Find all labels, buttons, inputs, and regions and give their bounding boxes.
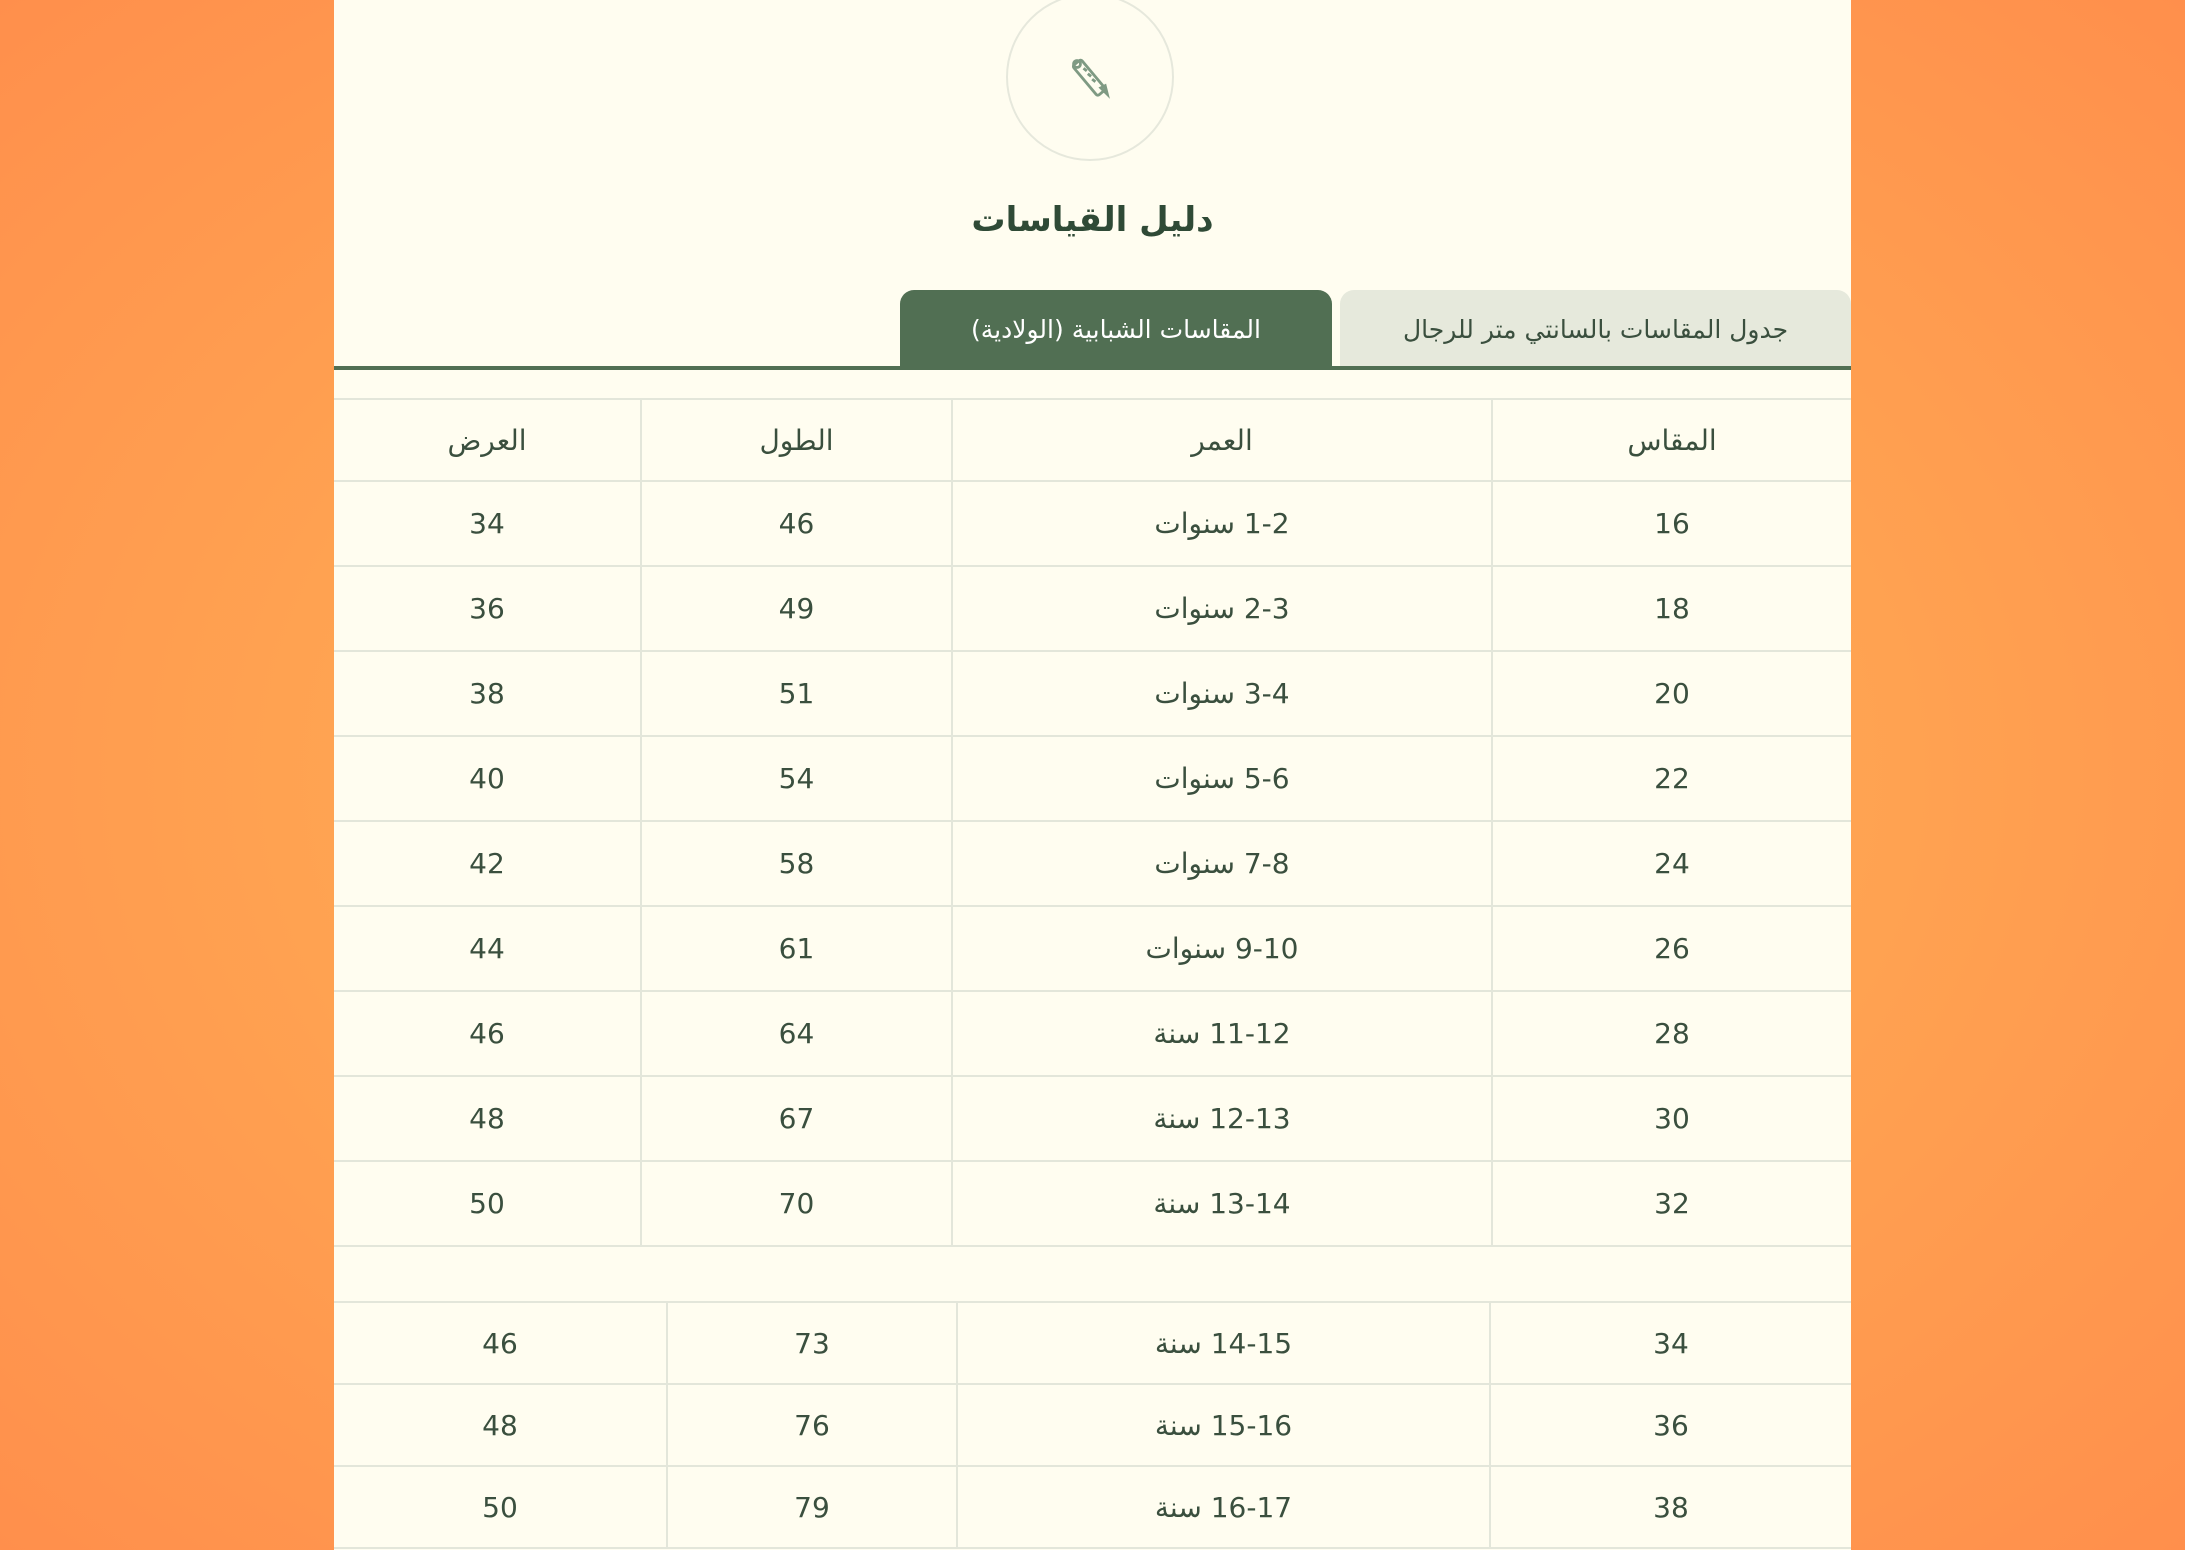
tab-underline — [334, 366, 1851, 370]
cell-length: 64 — [641, 991, 952, 1076]
cell-age: 16-17 سنة — [957, 1466, 1490, 1548]
cell-size: 20 — [1492, 651, 1851, 736]
table-row — [334, 481, 1851, 566]
cell-width: 38 — [334, 651, 641, 736]
cell-size: 34 — [1490, 1302, 1851, 1384]
cell-age: 2-3 سنوات — [952, 566, 1492, 651]
cell-width: 46 — [334, 1302, 667, 1384]
tab-youth-sizes[interactable]: المقاسات الشبابية (الولادية) — [900, 290, 1332, 368]
cell-age: 15-16 سنة — [957, 1384, 1490, 1466]
cell-width: 48 — [334, 1076, 641, 1161]
table-row — [334, 736, 1851, 821]
cell-size: 26 — [1492, 906, 1851, 991]
cell-size: 30 — [1492, 1076, 1851, 1161]
table-row — [334, 1384, 1851, 1466]
table-row — [334, 1302, 1851, 1384]
cell-age: 12-13 سنة — [952, 1076, 1492, 1161]
cell-length: 79 — [667, 1466, 957, 1548]
cell-length: 49 — [641, 566, 952, 651]
cell-size: 28 — [1492, 991, 1851, 1076]
cell-width: 50 — [334, 1466, 667, 1548]
cell-width: 40 — [334, 736, 641, 821]
cell-size: 32 — [1492, 1161, 1851, 1246]
table-header-row — [334, 399, 1851, 481]
cell-width: 42 — [334, 821, 641, 906]
cell-length: 61 — [641, 906, 952, 991]
cell-age: 3-4 سنوات — [952, 651, 1492, 736]
icon-circle — [1006, 0, 1174, 161]
table-row — [334, 566, 1851, 651]
cell-age: 11-12 سنة — [952, 991, 1492, 1076]
cell-width: 34 — [334, 481, 641, 566]
cell-size: 38 — [1490, 1466, 1851, 1548]
cell-age: 1-2 سنوات — [952, 481, 1492, 566]
cell-age: 14-15 سنة — [957, 1302, 1490, 1384]
cell-size: 22 — [1492, 736, 1851, 821]
tab-men-sizes-cm[interactable]: جدول المقاسات بالسانتي متر للرجال — [1340, 290, 1851, 368]
table-row — [334, 991, 1851, 1076]
cell-length: 54 — [641, 736, 952, 821]
header-width: العرض — [334, 399, 641, 481]
cell-width: 44 — [334, 906, 641, 991]
header-length: الطول — [641, 399, 952, 481]
cell-age: 13-14 سنة — [952, 1161, 1492, 1246]
cell-length: 51 — [641, 651, 952, 736]
cell-age: 9-10 سنوات — [952, 906, 1492, 991]
cell-length: 76 — [667, 1384, 957, 1466]
cell-size: 18 — [1492, 566, 1851, 651]
size-table — [334, 398, 1851, 1247]
cell-length: 67 — [641, 1076, 952, 1161]
size-guide-panel — [334, 0, 1851, 1550]
table-row — [334, 1161, 1851, 1246]
table-row — [334, 906, 1851, 991]
table-row — [334, 651, 1851, 736]
cell-size: 16 — [1492, 481, 1851, 566]
cell-size: 36 — [1490, 1384, 1851, 1466]
table-row — [334, 821, 1851, 906]
size-table-continued — [334, 1301, 1851, 1549]
cell-length: 70 — [641, 1161, 952, 1246]
cell-width: 46 — [334, 991, 641, 1076]
cell-width: 50 — [334, 1161, 641, 1246]
cell-age: 5-6 سنوات — [952, 736, 1492, 821]
cell-age: 7-8 سنوات — [952, 821, 1492, 906]
cell-width: 36 — [334, 566, 641, 651]
header-size: المقاس — [1492, 399, 1851, 481]
table-row — [334, 1076, 1851, 1161]
page-title: دليل القياسات — [971, 200, 1214, 240]
cell-length: 46 — [641, 481, 952, 566]
cell-size: 24 — [1492, 821, 1851, 906]
table-row — [334, 1466, 1851, 1548]
ruler-pencil-icon — [1064, 51, 1116, 103]
cell-length: 73 — [667, 1302, 957, 1384]
cell-length: 58 — [641, 821, 952, 906]
cell-width: 48 — [334, 1384, 667, 1466]
header-age: العمر — [952, 399, 1492, 481]
